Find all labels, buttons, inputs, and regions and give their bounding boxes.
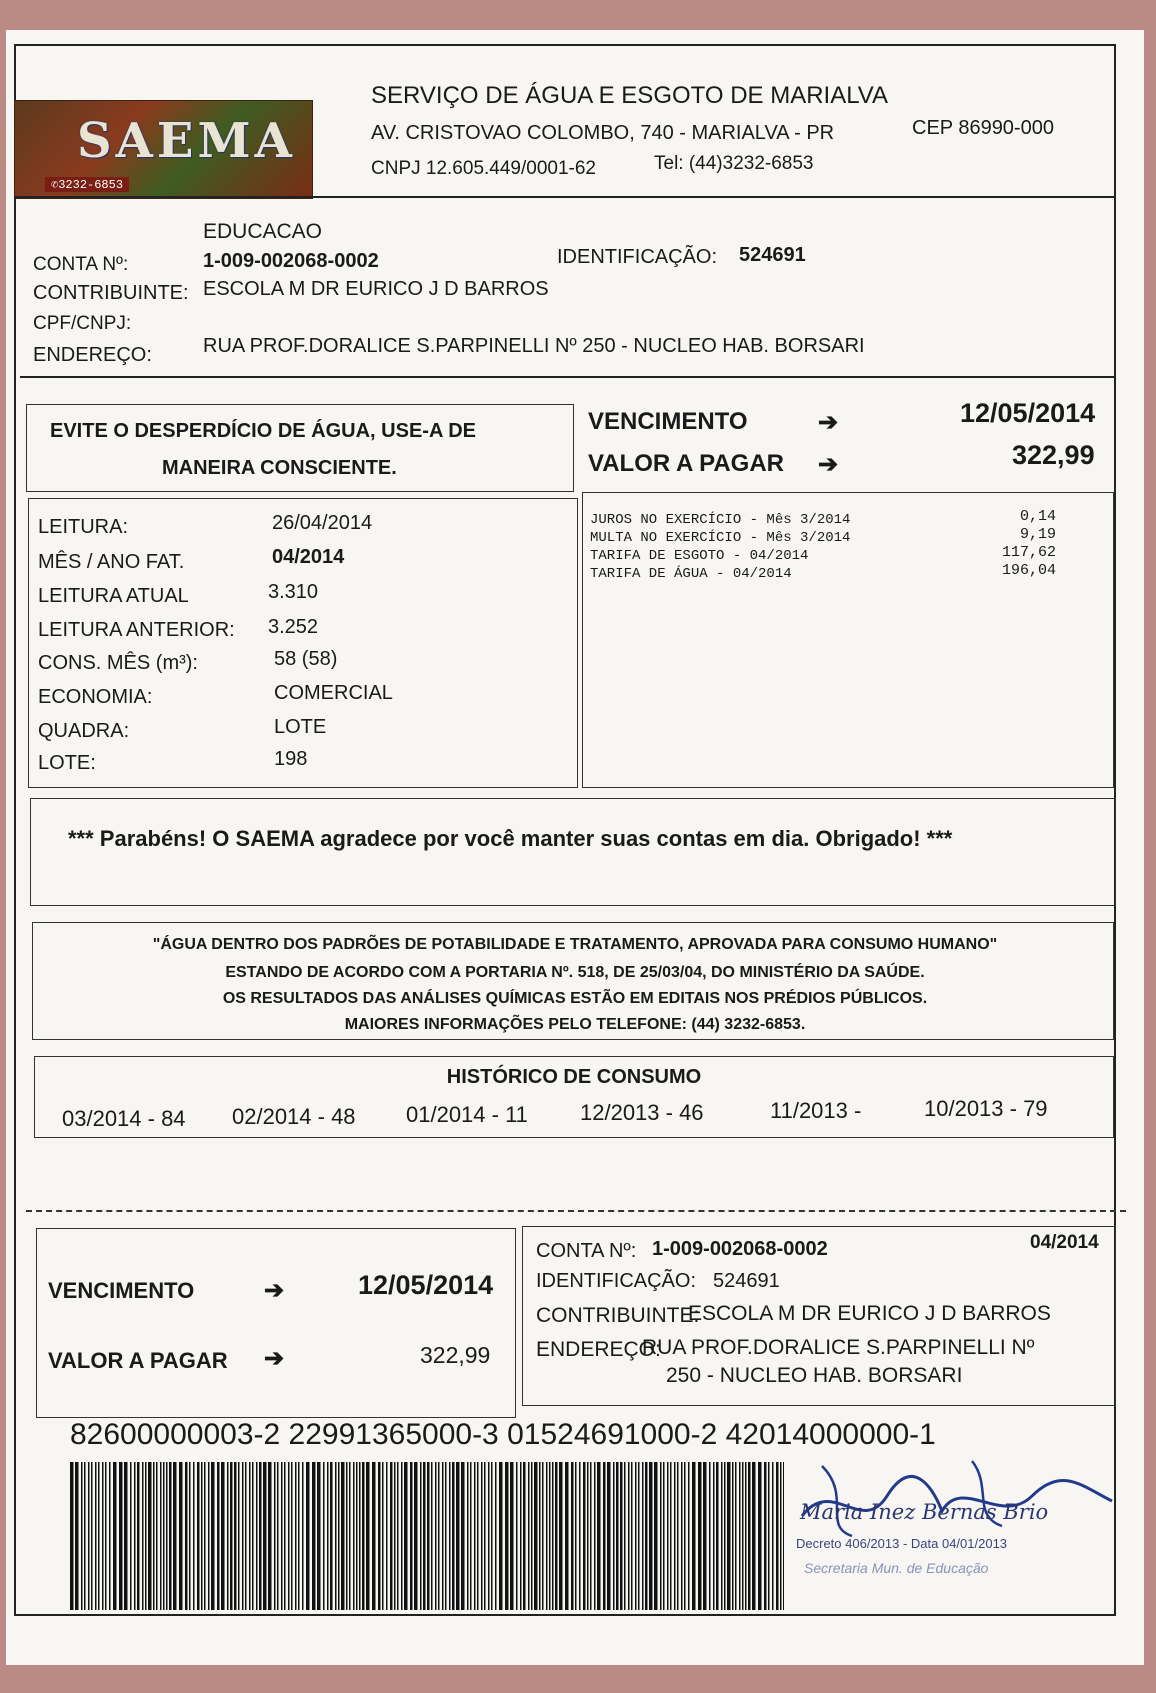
barcode-bar [531, 1462, 533, 1610]
digitable-line: 82600000003-2 22991365000-3 01524691000-2 42014000000-1 [70, 1418, 936, 1451]
ident-label: IDENTIFICAÇÃO: [557, 246, 718, 268]
barcode-bar [470, 1462, 472, 1610]
barcode-bar [142, 1462, 144, 1610]
barcode-bar [359, 1462, 361, 1610]
thanks-box [30, 798, 1116, 906]
barcode-bar [638, 1462, 640, 1610]
history-item: 10/2013 - 79 [924, 1096, 1048, 1121]
barcode-bar [654, 1462, 658, 1610]
barcode-bar [204, 1462, 206, 1610]
barcode-bar [571, 1462, 574, 1610]
barcode-bar [221, 1462, 225, 1610]
ident-value: 524691 [739, 244, 806, 266]
charge-value: 196,04 [1001, 562, 1056, 579]
barcode-bar [452, 1462, 455, 1610]
barcode-bar [546, 1462, 548, 1610]
barcode-bar [667, 1462, 669, 1610]
barcode-bar [306, 1462, 310, 1610]
barcode-bar [772, 1462, 774, 1610]
barcode-bar [169, 1462, 172, 1610]
barcode-bar [173, 1462, 177, 1610]
barcode-bar [783, 1462, 784, 1610]
barcode-bar [397, 1462, 399, 1610]
barcode-bar [281, 1462, 283, 1610]
barcode-bar [758, 1462, 762, 1610]
stub-amount-label: VALOR A PAGAR [48, 1348, 228, 1373]
barcode-bar [81, 1462, 83, 1610]
barcode-bar [735, 1462, 737, 1610]
stub-ident-label: IDENTIFICAÇÃO: [536, 1270, 697, 1292]
barcode-bar [312, 1462, 316, 1610]
charge-value: 117,62 [1001, 544, 1056, 561]
bill-sheet [6, 30, 1144, 1665]
history-item: 11/2013 - [770, 1098, 862, 1123]
barcode-bar [230, 1462, 233, 1610]
barcode-bar [420, 1462, 422, 1610]
reading-box [28, 498, 578, 788]
barcode-bar [134, 1462, 136, 1610]
barcode-bar [748, 1462, 751, 1610]
barcode-bar [477, 1462, 479, 1610]
reading-label: LOTE: [38, 752, 96, 774]
conta-value: 1-009-002068-0002 [203, 250, 379, 272]
barcode-bar [435, 1462, 437, 1610]
barcode-bar [688, 1462, 690, 1610]
charge-value: 9,19 [1019, 526, 1056, 543]
barcode-bar [692, 1462, 696, 1610]
due-date: 12/05/2014 [960, 398, 1096, 428]
logo-phone: ✆3232-6853 [45, 177, 129, 192]
barcode-bar [277, 1462, 279, 1610]
barcode-bar [298, 1462, 300, 1610]
account-divider [20, 376, 1116, 378]
barcode-bar [372, 1462, 376, 1610]
barcode-bar [594, 1462, 596, 1610]
barcode-bar [456, 1462, 460, 1610]
barcode-bar [274, 1462, 276, 1610]
barcode-bar [404, 1462, 408, 1610]
barcode-bar [590, 1462, 592, 1610]
barcode-bar [84, 1462, 86, 1610]
barcode-bar [534, 1462, 538, 1610]
barcode-bar [234, 1462, 237, 1610]
barcode-bar [579, 1462, 581, 1610]
barcode-bar [394, 1462, 396, 1610]
barcode-bar [491, 1462, 493, 1610]
barcode-bar [616, 1462, 619, 1610]
barcode-bar [201, 1462, 203, 1610]
signature-stamp [792, 1456, 1122, 1616]
barcode-bar [528, 1462, 530, 1610]
signer-name: Maria Inez Bernas Brio [800, 1500, 1049, 1524]
barcode-bar [330, 1462, 333, 1610]
stub-due-date: 12/05/2014 [358, 1270, 494, 1300]
org-cep: CEP 86990-000 [912, 117, 1054, 139]
barcode-bar [238, 1462, 240, 1610]
reading-label: MÊS / ANO FAT. [38, 551, 185, 573]
barcode-bar [91, 1462, 93, 1610]
header-divider [14, 196, 1116, 198]
barcode-bar [505, 1462, 509, 1610]
barcode-bar [346, 1462, 348, 1610]
reading-value: 198 [274, 748, 308, 770]
barcode-bar [510, 1462, 514, 1610]
barcode-bar [484, 1462, 486, 1610]
barcode-bar [449, 1462, 451, 1610]
stub-contrib-label: CONTRIBUINTE: [536, 1304, 700, 1327]
barcode-bar [245, 1462, 247, 1610]
stub-conta-value: 1-009-002068-0002 [652, 1238, 828, 1260]
stub-endereco-label: ENDEREÇO: [536, 1338, 661, 1361]
stub-conta-label: CONTA Nº: [536, 1240, 637, 1262]
barcode-bar [539, 1462, 541, 1610]
barcode-bar [145, 1462, 147, 1610]
barcode-bar [249, 1462, 251, 1610]
barcode-bar [217, 1462, 220, 1610]
barcode-bar [681, 1462, 683, 1610]
barcode-bar [335, 1462, 337, 1610]
thanks-message: *** Parabéns! O SAEMA agradece por você manter suas contas em dia. Obrigado! *** [68, 826, 953, 851]
barcode-bar [366, 1462, 370, 1610]
barcode-bar [252, 1462, 254, 1610]
barcode-bar [410, 1462, 413, 1610]
history-item: 01/2014 - 11 [406, 1102, 528, 1127]
barcode-bar [660, 1462, 662, 1610]
conta-label: CONTA Nº: [33, 254, 129, 275]
barcode-bar [645, 1462, 648, 1610]
barcode-bar [768, 1462, 770, 1610]
notice-line2: MANEIRA CONSCIENTE. [162, 457, 397, 479]
barcode-bar [356, 1462, 358, 1610]
barcode-bar [291, 1462, 293, 1610]
barcode-bar [256, 1462, 258, 1610]
payment-barcode [70, 1462, 784, 1610]
history-item: 12/2013 - 46 [580, 1100, 704, 1125]
barcode-bar [565, 1462, 569, 1610]
contrib-label: CONTRIBUINTE: [33, 282, 189, 304]
charge-desc: JUROS NO EXERCÍCIO - Mês 3/2014 [590, 512, 851, 528]
reading-value: 58 (58) [274, 648, 338, 670]
barcode-bar [390, 1462, 393, 1610]
barcode-bar [709, 1462, 711, 1610]
barcode-bar [341, 1462, 345, 1610]
barcode-bar [520, 1462, 522, 1610]
signer-decree: Decreto 406/2013 - Data 04/01/2013 [796, 1536, 1008, 1551]
barcode-bar [559, 1462, 563, 1610]
barcode-bar [724, 1462, 726, 1610]
reading-value: 04/2014 [272, 546, 345, 568]
barcode-bar [95, 1462, 97, 1610]
barcode-bar [603, 1462, 606, 1610]
history-item: 03/2014 - 84 [62, 1106, 186, 1131]
barcode-bar [386, 1462, 388, 1610]
endereco-value: RUA PROF.DORALICE S.PARPINELLI Nº 250 - NUCLEO HAB. BORSARI [203, 335, 865, 357]
barcode-bar [642, 1462, 644, 1610]
barcode-bar [467, 1462, 469, 1610]
barcode-bar [185, 1462, 188, 1610]
barcode-bar [438, 1462, 440, 1610]
due-label: VENCIMENTO [588, 408, 748, 435]
amount-value: 322,99 [1012, 440, 1095, 470]
stub-contrib-value: ESCOLA M DR EURICO J D BARROS [688, 1302, 1051, 1325]
barcode-bar [555, 1462, 558, 1610]
barcode-bar [745, 1462, 747, 1610]
barcode-bar [295, 1462, 297, 1610]
barcode-bar [442, 1462, 444, 1610]
barcode-bar [378, 1462, 381, 1610]
quality-line2: ESTANDO DE ACORDO COM A PORTARIA Nº. 518, DE 25/03/04, DO MINISTÉRIO DA SAÚDE. [225, 964, 925, 981]
barcode-bar [156, 1462, 158, 1610]
barcode-bar [727, 1462, 731, 1610]
barcode-bar [153, 1462, 155, 1610]
barcode-bar [362, 1462, 365, 1610]
barcode-bar [130, 1462, 132, 1610]
barcode-bar [102, 1462, 104, 1610]
barcode-bar [105, 1462, 107, 1610]
quality-line4: MAIORES INFORMAÇÕES PELO TELEFONE: (44) 3232-6853. [344, 1016, 806, 1033]
barcode-bar [242, 1462, 244, 1610]
barcode-bar [587, 1462, 589, 1610]
quality-line1: "ÁGUA DENTRO DOS PADRÕES DE POTABILIDADE E TRATAMENTO, APROVADA PARA CONSUMO HUMANO" [152, 936, 998, 953]
barcode-bar [575, 1462, 577, 1610]
barcode-bar [649, 1462, 653, 1610]
barcode-bar [670, 1462, 672, 1610]
barcode-bar [119, 1462, 123, 1610]
barcode-bar [317, 1462, 321, 1610]
cut-line [26, 1210, 1126, 1212]
account-category: EDUCACAO [203, 220, 323, 243]
barcode-bar [461, 1462, 465, 1610]
logo-wordmark: SAEMA [77, 113, 296, 169]
barcode-bar [284, 1462, 286, 1610]
barcode-bar [263, 1462, 267, 1610]
barcode-bar [227, 1462, 229, 1610]
barcode-bar [620, 1462, 623, 1610]
barcode-bar [431, 1462, 433, 1610]
reading-label: LEITURA: [38, 516, 129, 538]
history-item: 02/2014 - 48 [232, 1104, 356, 1129]
stub-ref: 04/2014 [1030, 1232, 1099, 1253]
barcode-bar [677, 1462, 679, 1610]
barcode-bar [382, 1462, 384, 1610]
barcode-bar [259, 1462, 262, 1610]
barcode-bar [776, 1462, 779, 1610]
barcode-bar [716, 1462, 719, 1610]
barcode-bar [635, 1462, 637, 1610]
stub-due-label: VENCIMENTO [48, 1278, 195, 1303]
amount-arrow-icon: ➔ [818, 451, 839, 478]
barcode-bar [113, 1462, 117, 1610]
reading-label: LEITURA ANTERIOR: [38, 619, 235, 641]
barcode-bar [523, 1462, 526, 1610]
barcode-bar [179, 1462, 183, 1610]
barcode-bar [752, 1462, 756, 1610]
due-arrow-icon: ➔ [818, 409, 839, 436]
barcode-bar [288, 1462, 290, 1610]
barcode-bar [628, 1462, 630, 1610]
quality-line3: OS RESULTADOS DAS ANÁLISES QUÍMICAS ESTÃO EM EDITAIS NOS PRÉDIOS PÚBLICOS. [222, 990, 928, 1007]
barcode-bar [674, 1462, 676, 1610]
barcode-bar [160, 1462, 162, 1610]
barcode-bar [423, 1462, 426, 1610]
barcode-bar [109, 1462, 111, 1610]
notice-line1: EVITE O DESPERDÍCIO DE ÁGUA, USE-A DE [50, 420, 476, 442]
barcode-bar [597, 1462, 601, 1610]
barcode-bar [713, 1462, 715, 1610]
barcode-bar [516, 1462, 518, 1610]
reading-label: ECONOMIA: [38, 686, 153, 708]
charge-desc: TARIFA DE ESGOTO - 04/2014 [590, 548, 809, 564]
barcode-bar [137, 1462, 140, 1610]
reading-value: COMERCIAL [274, 682, 393, 704]
barcode-bar [98, 1462, 100, 1610]
reading-value: 26/04/2014 [272, 512, 373, 534]
barcode-bar [70, 1462, 74, 1610]
barcode-bar [721, 1462, 723, 1610]
barcode-bar [268, 1462, 272, 1610]
barcode-bar [764, 1462, 767, 1610]
barcode-bar [549, 1462, 551, 1610]
barcode-bar [401, 1462, 403, 1610]
barcode-bar [698, 1462, 702, 1610]
barcode-bar [742, 1462, 744, 1610]
stub-due-box [36, 1228, 516, 1418]
charge-desc: MULTA NO EXERCÍCIO - Mês 3/2014 [590, 530, 851, 546]
barcode-bar [552, 1462, 554, 1610]
barcode-bar [88, 1462, 90, 1610]
barcode-bar [780, 1462, 782, 1610]
reading-value: 3.252 [268, 616, 319, 638]
reading-label: CONS. MÊS (m³): [38, 652, 198, 674]
barcode-bar [445, 1462, 447, 1610]
barcode-bar [703, 1462, 707, 1610]
barcode-bar [481, 1462, 483, 1610]
barcode-bar [338, 1462, 340, 1610]
org-tel: Tel: (44)3232-6853 [654, 153, 814, 174]
barcode-bar [208, 1462, 210, 1610]
barcode-bar [163, 1462, 165, 1610]
stub-ident-value: 524691 [713, 1270, 780, 1292]
barcode-bar [624, 1462, 626, 1610]
stub-amount-arrow-icon: ➔ [264, 1345, 285, 1372]
barcode-bar [427, 1462, 430, 1610]
stub-endereco-line2: 250 - NUCLEO HAB. BORSARI [666, 1364, 963, 1387]
barcode-bar [148, 1462, 152, 1610]
cpf-label: CPF/CNPJ: [33, 313, 132, 334]
barcode-bar [349, 1462, 351, 1610]
reading-value: 3.310 [268, 581, 319, 603]
barcode-bar [302, 1462, 304, 1610]
org-name: SERVIÇO DE ÁGUA E ESGOTO DE MARIALVA [371, 82, 889, 109]
barcode-bar [414, 1462, 418, 1610]
barcode-bar [542, 1462, 544, 1610]
barcode-bar [732, 1462, 734, 1610]
barcode-bar [474, 1462, 476, 1610]
history-title: HISTÓRICO DE CONSUMO [446, 1066, 702, 1088]
barcode-bar [353, 1462, 355, 1610]
barcode-bar [197, 1462, 200, 1610]
barcode-bar [166, 1462, 168, 1610]
reading-value: LOTE [274, 716, 327, 738]
stub-due-arrow-icon: ➔ [264, 1277, 285, 1304]
barcode-bar [739, 1462, 741, 1610]
stub-endereco-line1: RUA PROF.DORALICE S.PARPINELLI Nº [642, 1336, 1035, 1359]
org-cnpj: CNPJ 12.605.449/0001-62 [371, 158, 596, 179]
saema-logo [14, 100, 313, 199]
barcode-bar [631, 1462, 633, 1610]
barcode-bar [488, 1462, 490, 1610]
barcode-bar [684, 1462, 686, 1610]
barcode-bar [327, 1462, 329, 1610]
barcode-bar [663, 1462, 665, 1610]
charge-value: 0,14 [1019, 508, 1056, 525]
reading-label: LEITURA ATUAL [38, 585, 189, 607]
reading-label: QUADRA: [38, 720, 130, 742]
barcode-bar [193, 1462, 195, 1610]
barcode-bar [613, 1462, 615, 1610]
stub-amount-value: 322,99 [420, 1342, 491, 1368]
barcode-bar [323, 1462, 325, 1610]
barcode-bar [495, 1462, 497, 1610]
barcode-bar [124, 1462, 128, 1610]
barcode-bar [583, 1462, 586, 1610]
org-address: AV. CRISTOVAO COLOMBO, 740 - MARIALVA - PR [371, 122, 835, 144]
barcode-bar [607, 1462, 611, 1610]
contrib-value: ESCOLA M DR EURICO J D BARROS [203, 278, 549, 300]
barcode-bar [211, 1462, 215, 1610]
barcode-bar [75, 1462, 79, 1610]
barcode-bar [499, 1462, 503, 1610]
barcode-bar [189, 1462, 191, 1610]
charge-desc: TARIFA DE ÁGUA - 04/2014 [590, 566, 792, 582]
amount-label: VALOR A PAGAR [588, 450, 784, 477]
endereco-label: ENDEREÇO: [33, 344, 152, 366]
signer-title: Secretaria Mun. de Educação [804, 1560, 989, 1576]
